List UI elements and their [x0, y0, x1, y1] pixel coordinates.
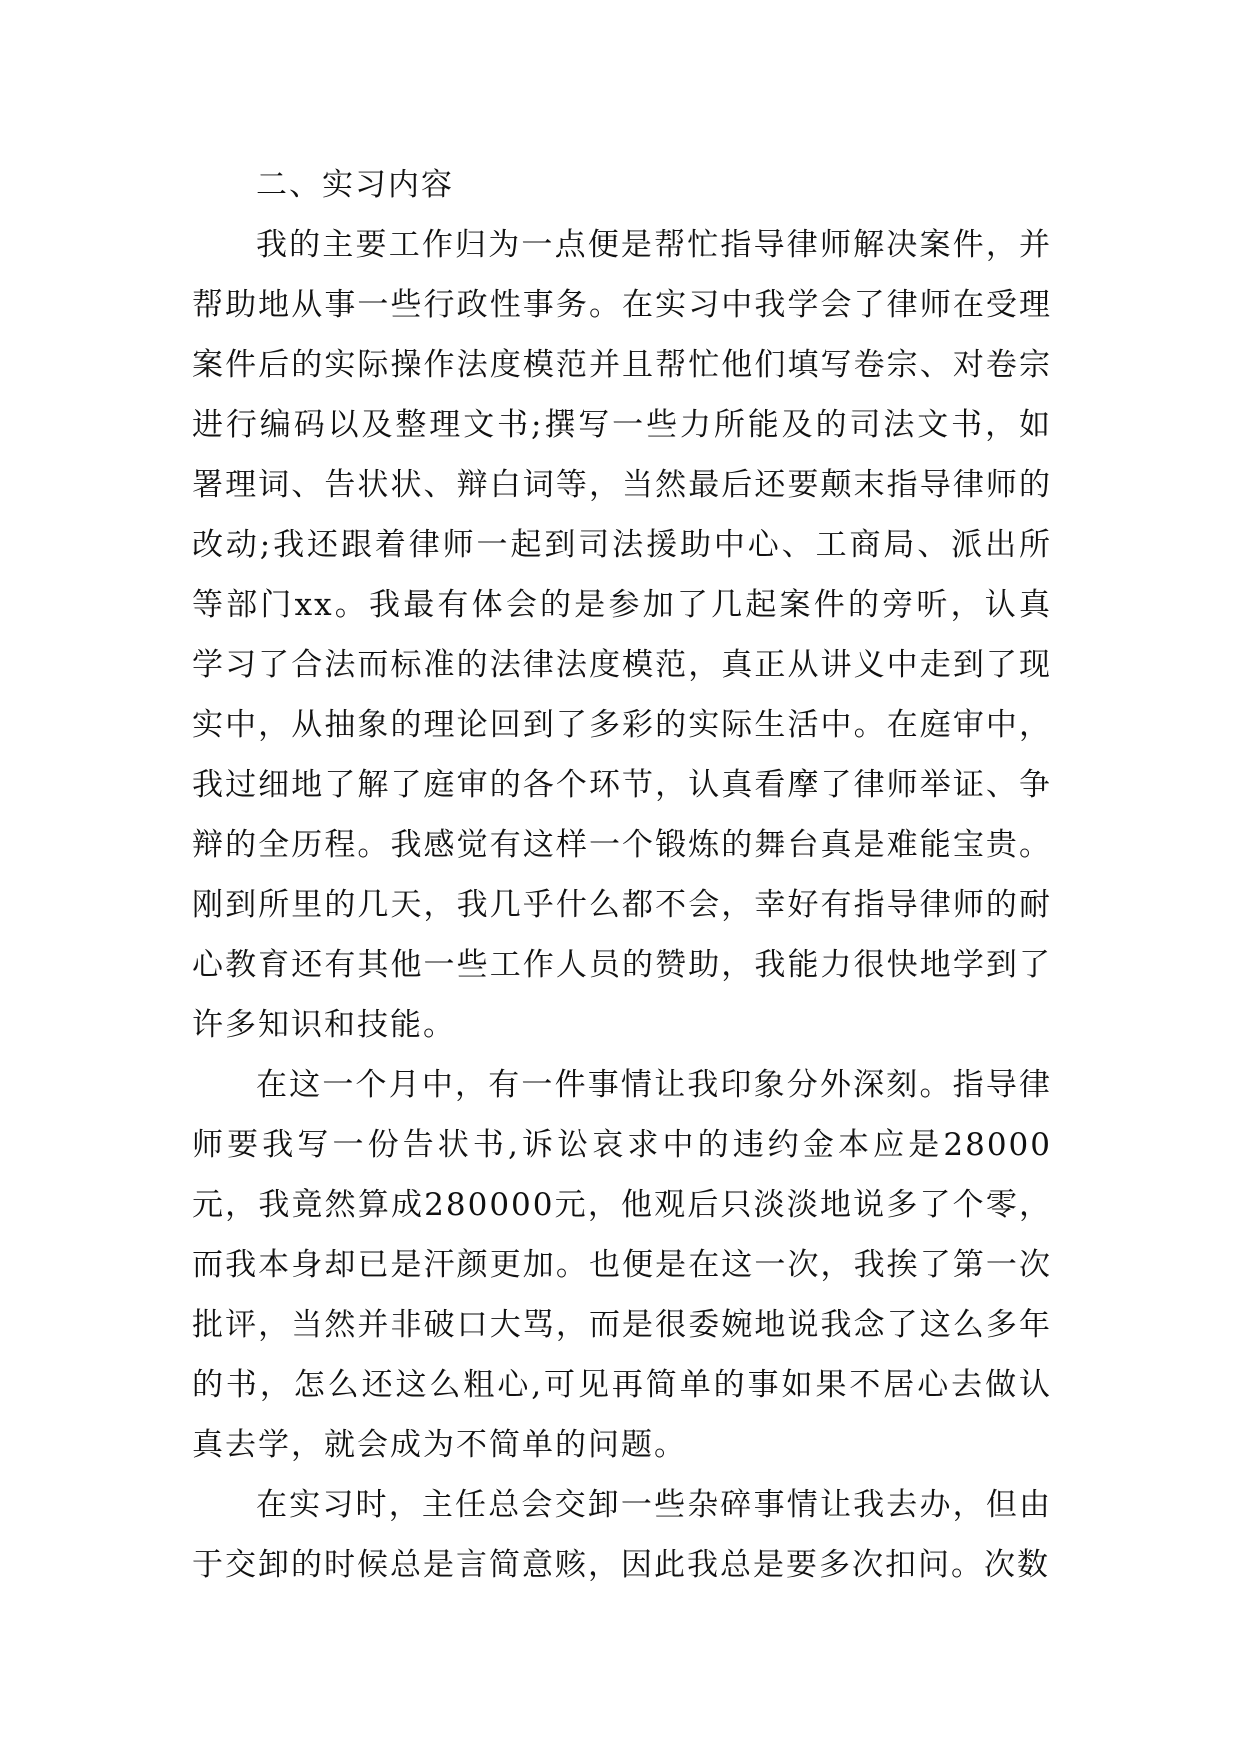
section-heading: 二、实习内容	[256, 167, 454, 203]
paragraph-memorable-event: 在这一个月中，有一件事情让我印象分外深刻。指导律师要我写一份告状书,诉讼哀求中的违约金本应是28000元，我竟然算成280000元，他观后只淡淡地说多了个零，而我本身却已是汗颜更加。也便是在这一次，我挨了第一次批评，当然并非破口大骂，而是很委婉地说我念了这么多年的书，怎么还这么粗心,可见再简单的事如果不居心去做认真去学，就会成为不简单的问题。	[192, 1067, 1052, 1463]
paragraph-internship-tasks: 在实习时，主任总会交卸一些杂碎事情让我去办，但由于交卸的时候总是言简意赅，因此我总是要多次扣问。次数	[192, 1487, 1052, 1583]
document-body	[192, 155, 1052, 1595]
paragraph-main-work: 我的主要工作归为一点便是帮忙指导律师解决案件，并帮助地从事一些行政性事务。在实习中我学会了律师在受理案件后的实际操作法度模范并且帮忙他们填写卷宗、对卷宗进行编码以及整理文书;撰写一些力所能及的司法文书，如署理词、告状状、辩白词等，当然最后还要颠末指导律师的改动;我还跟着律师一起到司法援助中心、工商局、派出所等部门xx。我最有体会的是参加了几起案件的旁听，认真学习了合法而标准的法律法度模范，真正从讲义中走到了现实中，从抽象的理论回到了多彩的实际生活中。在庭审中，我过细地了解了庭审的各个环节，认真看摩了律师举证、争辩的全历程。我感觉有这样一个锻炼的舞台真是难能宝贵。刚到所里的几天，我几乎什么都不会，幸好有指导律师的耐心教育还有其他一些工作人员的赞助，我能力很快地学到了许多知识和技能。	[192, 227, 1052, 1043]
